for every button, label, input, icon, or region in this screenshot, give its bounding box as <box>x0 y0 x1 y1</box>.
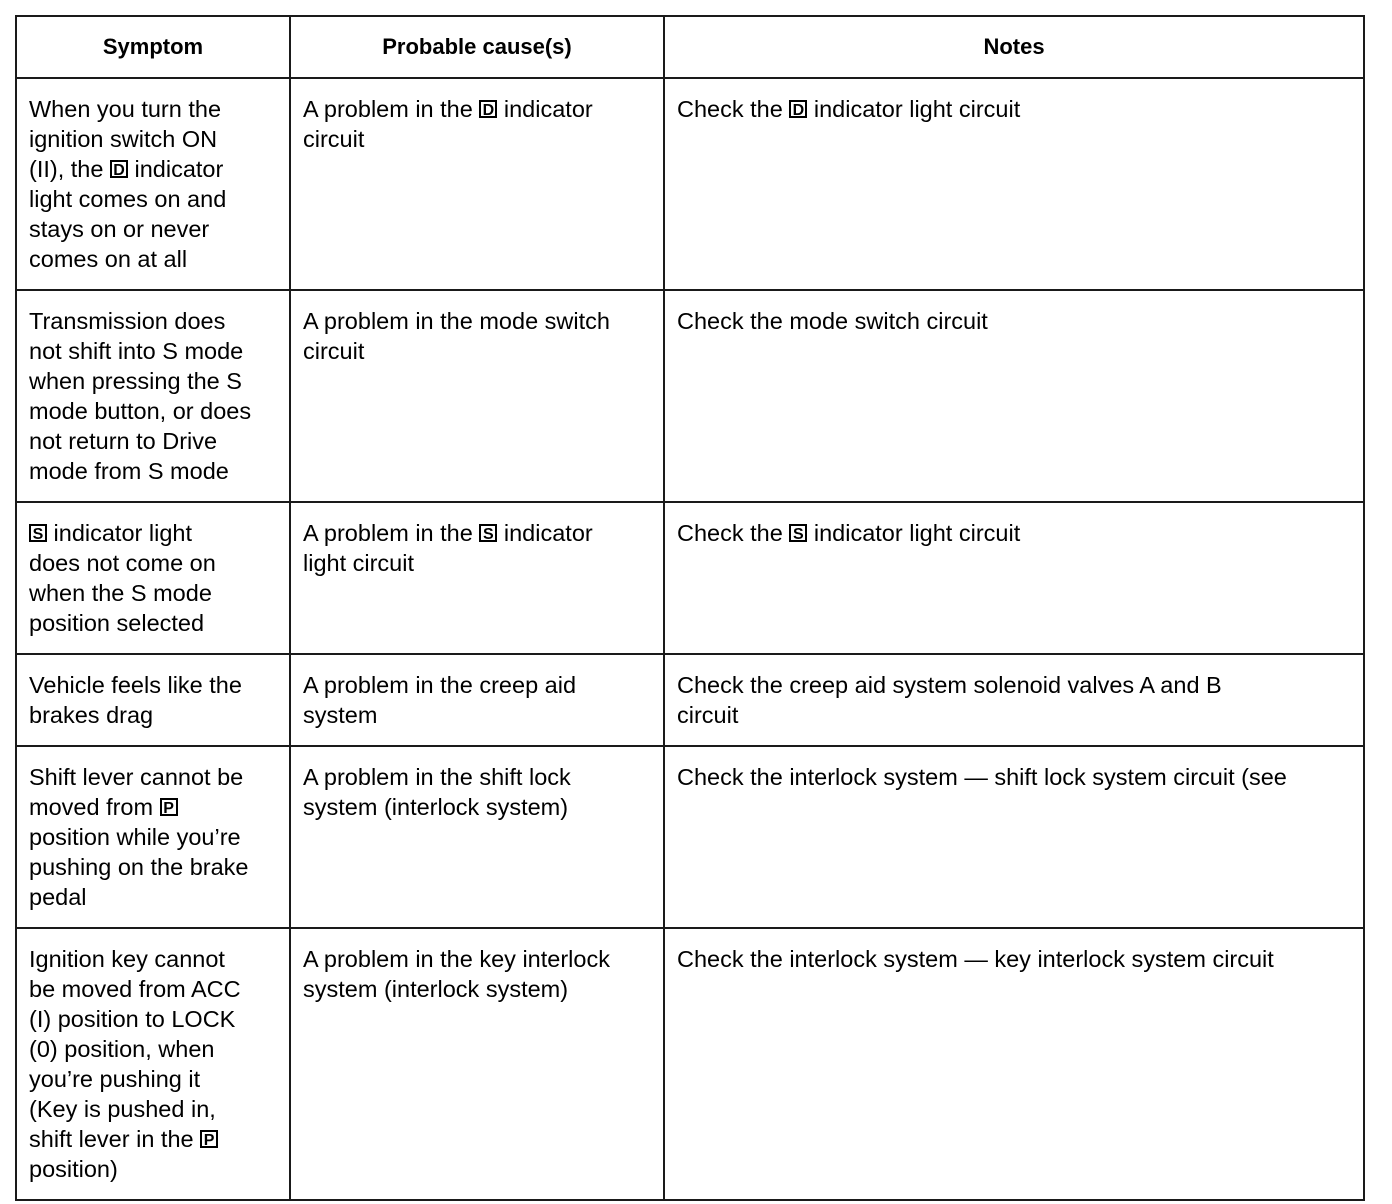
table-row <box>16 746 1364 928</box>
header-symptom: Symptom <box>16 16 290 78</box>
notes-cell <box>664 502 1364 654</box>
table-row <box>16 502 1364 654</box>
d-indicator-icon: D <box>110 160 128 178</box>
notes-cell: Check the interlock system — key interlock system circuit <box>664 928 1364 1200</box>
cause-cell: A problem in the shift lock system (interlock system) <box>290 746 664 928</box>
notes-cell: Check the creep aid system solenoid valves A and B circuit <box>664 654 1364 746</box>
notes-text: indicator light circuit <box>807 520 1021 546</box>
symptom-cell <box>16 78 290 290</box>
notes-text: Check the <box>677 520 790 546</box>
cause-cell: A problem in the key interlock system (interlock system) <box>290 928 664 1200</box>
symptom-cell <box>16 746 290 928</box>
cause-cell <box>290 502 664 654</box>
cause-cell: A problem in the creep aid system <box>290 654 664 746</box>
cause-text: A problem in the <box>303 520 480 546</box>
table-row <box>16 290 1364 502</box>
symptom-cell <box>16 928 290 1200</box>
cause-cell: A problem in the mode switch circuit <box>290 290 664 502</box>
symptom-text: position while you’re pushing on the brake pedal <box>29 824 249 910</box>
header-notes: Notes <box>664 16 1364 78</box>
symptom-text: indicator light comes on and stays on or never comes on at all <box>29 156 227 272</box>
d-indicator-icon: D <box>479 100 497 118</box>
troubleshooting-table <box>15 15 1365 1201</box>
p-indicator-icon: P <box>200 1130 218 1148</box>
symptom-cell: Vehicle feels like the brakes drag <box>16 654 290 746</box>
cause-text: indicator circuit <box>303 96 593 152</box>
table-row <box>16 654 1364 746</box>
symptom-text: indicator light does not come on when the S mode position selected <box>29 520 216 636</box>
s-indicator-icon: S <box>789 524 807 542</box>
symptom-text: Shift lever cannot be moved from <box>29 764 244 820</box>
table-row <box>16 928 1364 1200</box>
notes-text: indicator light circuit <box>807 96 1021 122</box>
cause-text: A problem in the <box>303 96 480 122</box>
notes-cell: Check the mode switch circuit <box>664 290 1364 502</box>
notes-cell <box>664 78 1364 290</box>
symptom-cell: Transmission does not shift into S mode when pressing the S mode button, or does not return to Drive mode from S mode <box>16 290 290 502</box>
s-indicator-icon: S <box>479 524 497 542</box>
table-header-row <box>16 16 1364 78</box>
header-probable-cause: Probable cause(s) <box>290 16 664 78</box>
notes-cell: Check the interlock system — shift lock system circuit (see <box>664 746 1364 928</box>
table-row <box>16 78 1364 290</box>
p-indicator-icon: P <box>160 798 178 816</box>
symptom-text: Ignition key cannot be moved from ACC (I) position to LOCK (0) position, when you’re pushing it (Key is pushed in, shift lever in the <box>29 946 241 1152</box>
notes-text: Check the <box>677 96 790 122</box>
s-indicator-icon: S <box>29 524 47 542</box>
symptom-cell <box>16 502 290 654</box>
symptom-text: When you turn the ignition switch ON (II), the <box>29 96 222 182</box>
d-indicator-icon: D <box>789 100 807 118</box>
cause-cell <box>290 78 664 290</box>
cause-text: indicator light circuit <box>303 520 593 576</box>
symptom-text: position) <box>29 1156 118 1182</box>
